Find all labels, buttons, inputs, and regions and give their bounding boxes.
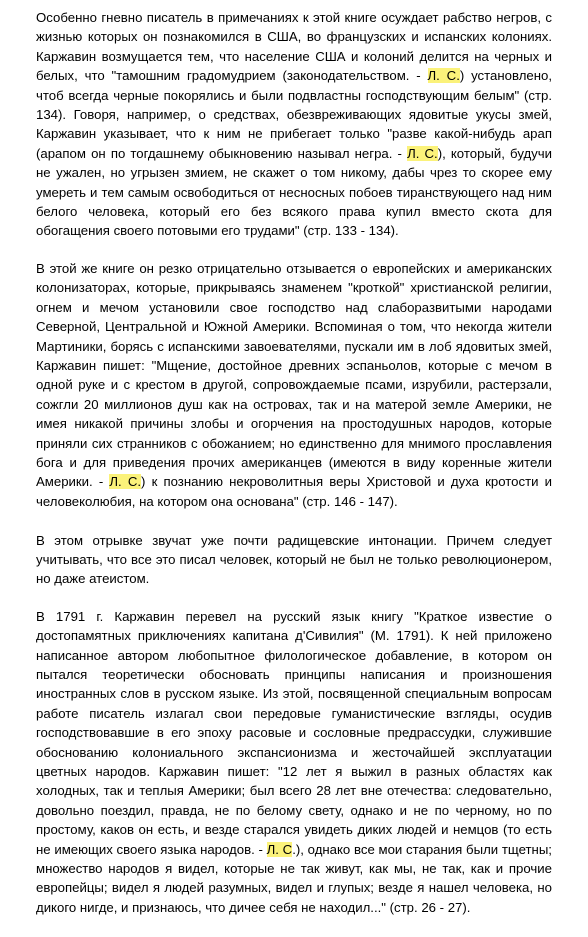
paragraph-1 [36, 8, 552, 241]
paragraph-1-text-3: ), который, будучи не ужален, но угрызен змием, не скажет о том никому, дабы чрез то скорее ему умереть и тем самым освободиться от несносных побоев тиранствующего над ним белого человека, который его без всякого права купил вместо скота для обогащения своего потовыми его трудами" (стр. 133 - 134). [36, 145, 552, 239]
paragraph-4 [36, 607, 552, 918]
paragraph-1-text-2: ) установлено, чтоб всегда черные покорялись и были подвластны господствующим белым" (стр. 134). Говоря, например, о средствах, обезвреживающих ядовитые укусы змей, Каржавин указывает, что к ним не прибегает только "разве какой-нибудь арап (арапом он по тогдашнему обыкновению называл негра. - [36, 68, 552, 161]
author-initials-highlight: Л. С. [407, 145, 438, 161]
paragraph-3 [36, 531, 552, 589]
paragraph-4-text-2: .), однако все мои старания были тщетны; множество народов я видел, которые не так живут, как мы, не так, как и прочие европейцы; видел я людей разумных, видел и глупых; везде я нашел человека, но дикого нигде, и признаюсь, что дичее себя не находил..." (стр. 26 - 27). [36, 841, 552, 915]
paragraph-2-text-1: В этой же книге он резко отрицательно отзывается о европейских и американских колонизаторах, которые, прикрываясь знаменем "кроткой" христианской религии, огнем и мечом установили свое господство над слаборазвитыми народами Северной, Центральной и Южной Америки. Вспоминая о том, что некогда жители Мартиники, борясь с испанскими завоевателями, пускали им в лоб ядовитых змей, Каржавин пишет: "Мщение, достойное древних эспаньолов, которые с мечом в одной руке и с крестом в другой, сопровождаемые псами, изрубили, растерзали, сожгли 20 миллионов душ как на островах, так и на матерой земле Америки, не имея никакой причины злобы и огорчения на простодушных народов, которые приняли сих странников с обожанием; но единственно для мнимого прославления бога и для приведения прочих американцев (имеются в виду коренные жители Америки. - [36, 260, 552, 490]
author-initials-highlight: Л. С [266, 841, 293, 857]
paragraph-2-text-2: ) к познанию некроволитныя веры Христовой и духа кротости и человеколюбия, на котором она основана" (стр. 146 - 147). [36, 474, 553, 509]
author-initials-highlight: Л. С. [427, 68, 460, 84]
author-initials-highlight: Л. С. [109, 474, 142, 490]
document-page [36, 8, 552, 937]
paragraph-2 [36, 259, 552, 511]
paragraph-3-text-1: В этом отрывке звучат уже почти радищевские интонации. Причем следует учитывать, что все это писал человек, который не был не только революционером, но даже атеистом. [36, 532, 552, 587]
paragraph-1-text-1: Особенно гневно писатель в примечаниях к этой книге осуждает рабство негров, с жизнью которых он познакомился в США, во французских и испанских колониях. Каржавин возмущается тем, что население США и колоний делится на черных и белых, что "тамошним градомудрием (законодательством. - [36, 10, 552, 84]
paragraph-4-text-1: В 1791 г. Каржавин перевел на русский язык книгу "Краткое известие о достопамятных приключениях капитана д'Сивилия" (М. 1791). К ней приложено написанное автором любопытное филологическое добавление, в котором он пытался теоретически обосновать принципы написания и произношения иностранных слов в русском языке. Из этой, посвященной специальным вопросам работе писатель излагал свои передовые гуманистические взгляды, осудив господствовавшие в его эпоху расовые и сословные предрассудки, служившие обоснованию колониального экспансионизма и жесточайшей эксплуатации цветных народов. Каржавин пишет: "12 лет я выжил в разных областях как холодных, так и теплыя Америки; был всего 28 лет вне отечества: следовательно, довольно поездил, правда, не по белому свету, однако и не по черному, но по простому, каков он есть, и везде старался увидеть диких людей и немцов (то есть не имеющих своего языка народов. - [36, 608, 552, 857]
